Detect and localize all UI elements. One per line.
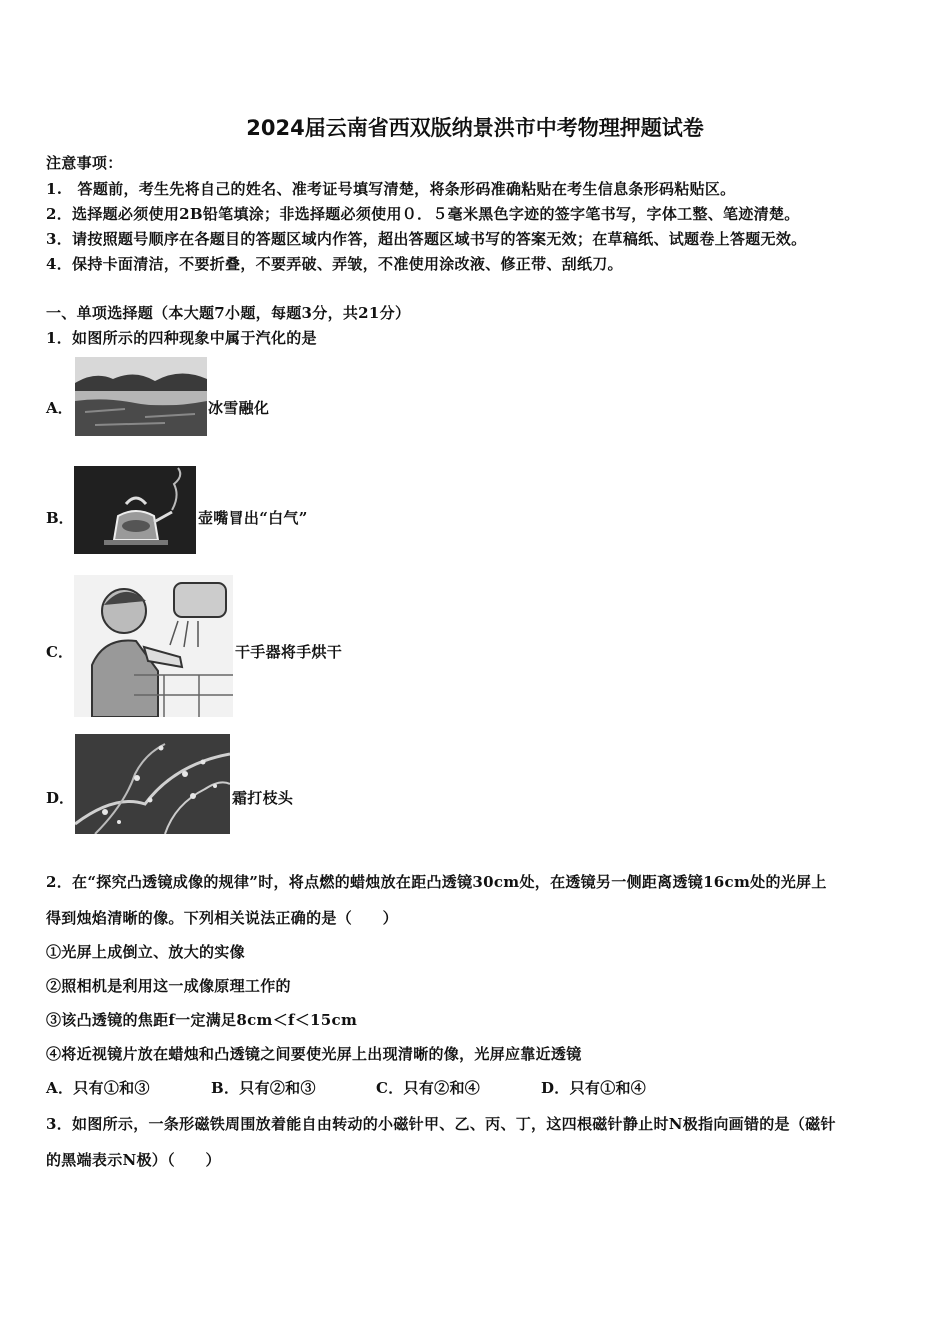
question-2-statement: ①光屏上成倒立、放大的实像 bbox=[46, 943, 245, 961]
question-2-choice-a[interactable]: A．只有①和③ bbox=[46, 1079, 150, 1097]
notice-heading: 注意事项： bbox=[46, 154, 123, 172]
question-2-choice-d[interactable]: D．只有①和④ bbox=[541, 1079, 647, 1097]
notice-item: 2．选择题必须使用2B铅笔填涂；非选择题必须使用０．５毫米黑色字迹的签字笔书写，字体工整、笔迹清楚。 bbox=[46, 205, 800, 223]
page-title: 2024届云南省西双版纳景洪市中考物理押题试卷 bbox=[246, 116, 704, 140]
option-b-label: B． bbox=[46, 509, 74, 527]
notice-item: 4．保持卡面清洁，不要折叠，不要弄破、弄皱，不准使用涂改液、修正带、刮纸刀。 bbox=[46, 255, 623, 273]
option-b-text: 壶嘴冒出“白气” bbox=[198, 509, 308, 527]
question-3-stem-line2: 的黑端表示N极）（ ） bbox=[46, 1151, 221, 1169]
hand-dryer-illustration bbox=[74, 575, 233, 717]
snow-melting-photo bbox=[75, 357, 207, 436]
question-2-choice-c[interactable]: C．只有②和④ bbox=[376, 1079, 481, 1097]
notice-item: 3．请按照题号顺序在各题目的答题区域内作答，超出答题区域书写的答案无效；在草稿纸、试题卷上答题无效。 bbox=[46, 230, 807, 248]
option-c-text: 干手器将手烘干 bbox=[235, 643, 343, 661]
option-d-text: 霜打枝头 bbox=[232, 789, 294, 807]
question-2-statement: ④将近视镜片放在蜡烛和凸透镜之间要使光屏上出现清晰的像，光屏应靠近透镜 bbox=[46, 1045, 582, 1063]
question-2-stem-line1: 2．在“探究凸透镜成像的规律”时，将点燃的蜡烛放在距凸透镜30cm处，在透镜另一侧距离透镜16cm处的光屏上 bbox=[46, 873, 827, 891]
section-heading: 一、单项选择题（本大题7小题，每题3分，共21分） bbox=[46, 304, 411, 322]
notice-item: 1. 答题前，考生先将自己的姓名、准考证号填写清楚，将条形码准确粘贴在考生信息条形码粘贴区。 bbox=[46, 180, 736, 198]
kettle-steam-photo bbox=[74, 466, 196, 554]
option-a-label: A． bbox=[46, 399, 73, 417]
question-2-statement: ②照相机是利用这一成像原理工作的 bbox=[46, 977, 291, 995]
option-a-text: 冰雪融化 bbox=[208, 399, 270, 417]
question-2-choice-b[interactable]: B．只有②和③ bbox=[211, 1079, 316, 1097]
option-d-label: D． bbox=[46, 789, 75, 807]
question-2-statement: ③该凸透镜的焦距f一定满足8cm＜f＜15cm bbox=[46, 1011, 358, 1029]
option-c-label: C． bbox=[46, 643, 73, 661]
question-2-stem-line2: 得到烛焰清晰的像。下列相关说法正确的是（ ） bbox=[46, 909, 398, 927]
question-3-stem-line1: 3．如图所示，一条形磁铁周围放着能自由转动的小磁针甲、乙、丙、丁，这四根磁针静止时N极指向画错的是（磁针 bbox=[46, 1115, 836, 1133]
question-1-stem: 1．如图所示的四种现象中属于汽化的是 bbox=[46, 329, 317, 347]
frost-branches-photo bbox=[75, 734, 230, 834]
